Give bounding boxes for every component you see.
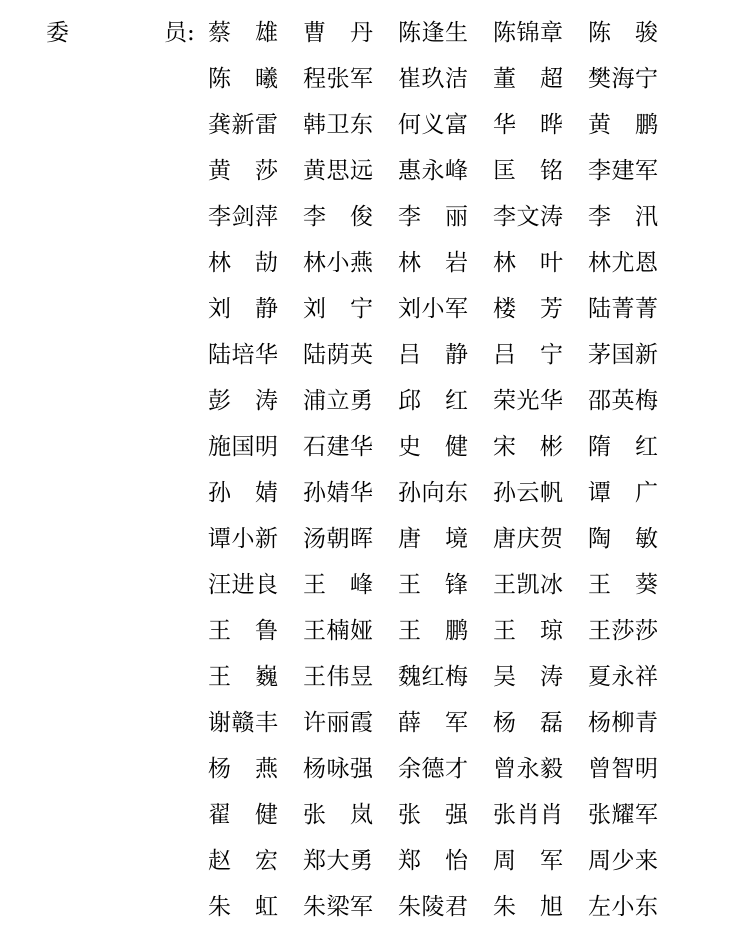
- member-name: 浦 立 勇: [303, 388, 373, 414]
- member-name: 隋 红: [588, 434, 658, 460]
- member-name: 楼 芳: [493, 296, 563, 322]
- member-name: 魏 红 梅: [398, 664, 468, 690]
- member-name: 刘 小 军: [398, 296, 468, 322]
- member-name: 朱 虹: [208, 894, 278, 920]
- member-name: 许 丽 霞: [303, 710, 373, 736]
- member-name: 龚 新 雷: [208, 112, 278, 138]
- member-name: 董 超: [493, 66, 563, 92]
- member-name: 郑 大 勇: [303, 848, 373, 874]
- member-name: 宋 彬: [493, 434, 563, 460]
- member-name: 翟 健: [208, 802, 278, 828]
- member-name: 王 楠 娅: [303, 618, 373, 644]
- member-name: 张 岚: [303, 802, 373, 828]
- member-name: 黄 思 远: [303, 158, 373, 184]
- member-name: 荣 光 华: [493, 388, 563, 414]
- member-name: 孙 云 帆: [493, 480, 563, 506]
- member-name: 崔 玖 洁: [398, 66, 468, 92]
- member-name: 孙 婧: [208, 480, 278, 506]
- member-name: 余 德 才: [398, 756, 468, 782]
- member-name: 邱 红: [398, 388, 468, 414]
- member-name: 刘 宁: [303, 296, 373, 322]
- member-name: 程 张 军: [303, 66, 373, 92]
- member-name: 林 劼: [208, 250, 278, 276]
- member-name: 周 少 来: [588, 848, 658, 874]
- member-name: 陈 曦: [208, 66, 278, 92]
- member-name: 李 建 军: [588, 158, 658, 184]
- member-name: 唐 庆 贺: [493, 526, 563, 552]
- member-name: 吴 涛: [493, 664, 563, 690]
- committee-label-wei: 委: [46, 20, 69, 46]
- member-name: 蔡 雄: [208, 20, 278, 46]
- member-name: 王 葵: [588, 572, 658, 598]
- member-name: 李 剑 萍: [208, 204, 278, 230]
- member-name: 薛 军: [398, 710, 468, 736]
- member-name: 邵 英 梅: [588, 388, 658, 414]
- member-name: 史 健: [398, 434, 468, 460]
- member-name: 韩 卫 东: [303, 112, 373, 138]
- member-name: 杨 燕: [208, 756, 278, 782]
- member-name: 朱 旭: [493, 894, 563, 920]
- member-name: 王 峰: [303, 572, 373, 598]
- member-name: 刘 静: [208, 296, 278, 322]
- member-name: 张 肖 肖: [493, 802, 563, 828]
- member-name: 李 丽: [398, 204, 468, 230]
- member-name: 何 义 富: [398, 112, 468, 138]
- member-name: 匡 铭: [493, 158, 563, 184]
- member-name: 王 凯 冰: [493, 572, 563, 598]
- member-name: 唐 境: [398, 526, 468, 552]
- member-name: 朱 梁 军: [303, 894, 373, 920]
- member-name: 施 国 明: [208, 434, 278, 460]
- member-name: 王 莎 莎: [588, 618, 658, 644]
- member-name: 林 叶: [493, 250, 563, 276]
- member-name: 王 伟 昱: [303, 664, 373, 690]
- member-name: 曹 丹: [303, 20, 373, 46]
- member-name: 汤 朝 晖: [303, 526, 373, 552]
- member-name: 谭 广: [588, 480, 658, 506]
- member-name: 黄 莎: [208, 158, 278, 184]
- member-name: 林 小 燕: [303, 250, 373, 276]
- member-name: 王 琼: [493, 618, 563, 644]
- member-name: 周 军: [493, 848, 563, 874]
- member-name: 华 晔: [493, 112, 563, 138]
- member-name: 杨 磊: [493, 710, 563, 736]
- member-name: 李 汛: [588, 204, 658, 230]
- member-name: 曾 永 毅: [493, 756, 563, 782]
- member-name: 陈 骏: [588, 20, 658, 46]
- member-name: 林 岩: [398, 250, 468, 276]
- member-name: 樊 海 宁: [588, 66, 658, 92]
- member-name: 孙 向 东: [398, 480, 468, 506]
- member-name: 石 建 华: [303, 434, 373, 460]
- member-name: 陶 敏: [588, 526, 658, 552]
- member-name: 陆 培 华: [208, 342, 278, 368]
- member-name: 夏 永 祥: [588, 664, 658, 690]
- member-name: 孙 婧 华: [303, 480, 373, 506]
- member-name: 汪 进 良: [208, 572, 278, 598]
- member-name: 谢 赣 丰: [208, 710, 278, 736]
- member-name: 彭 涛: [208, 388, 278, 414]
- committee-label-yuan: 员:: [164, 20, 195, 46]
- member-name: 左 小 东: [588, 894, 658, 920]
- member-name: 李 文 涛: [493, 204, 563, 230]
- member-name: 曾 智 明: [588, 756, 658, 782]
- member-name: 郑 怡: [398, 848, 468, 874]
- member-name: 杨 柳 青: [588, 710, 658, 736]
- member-name: 朱 陵 君: [398, 894, 468, 920]
- member-name: 陆 荫 英: [303, 342, 373, 368]
- member-name: 王 鹏: [398, 618, 468, 644]
- member-grid: [208, 14, 683, 934]
- member-name: 谭 小 新: [208, 526, 278, 552]
- member-name: 赵 宏: [208, 848, 278, 874]
- member-name: 茅 国 新: [588, 342, 658, 368]
- member-name: 吕 宁: [493, 342, 563, 368]
- member-name: 李 俊: [303, 204, 373, 230]
- member-name: 张 耀 军: [588, 802, 658, 828]
- member-name: 林 尤 恩: [588, 250, 658, 276]
- member-name: 陆 菁 菁: [588, 296, 658, 322]
- member-name: 陈 锦 章: [493, 20, 563, 46]
- member-name: 张 强: [398, 802, 468, 828]
- member-name: 杨 咏 强: [303, 756, 373, 782]
- member-name: 王 锋: [398, 572, 468, 598]
- member-name: 黄 鹏: [588, 112, 658, 138]
- member-name: 惠 永 峰: [398, 158, 468, 184]
- member-name: 陈 逢 生: [398, 20, 468, 46]
- member-name: 王 鲁: [208, 618, 278, 644]
- member-name: 吕 静: [398, 342, 468, 368]
- member-name: 王 巍: [208, 664, 278, 690]
